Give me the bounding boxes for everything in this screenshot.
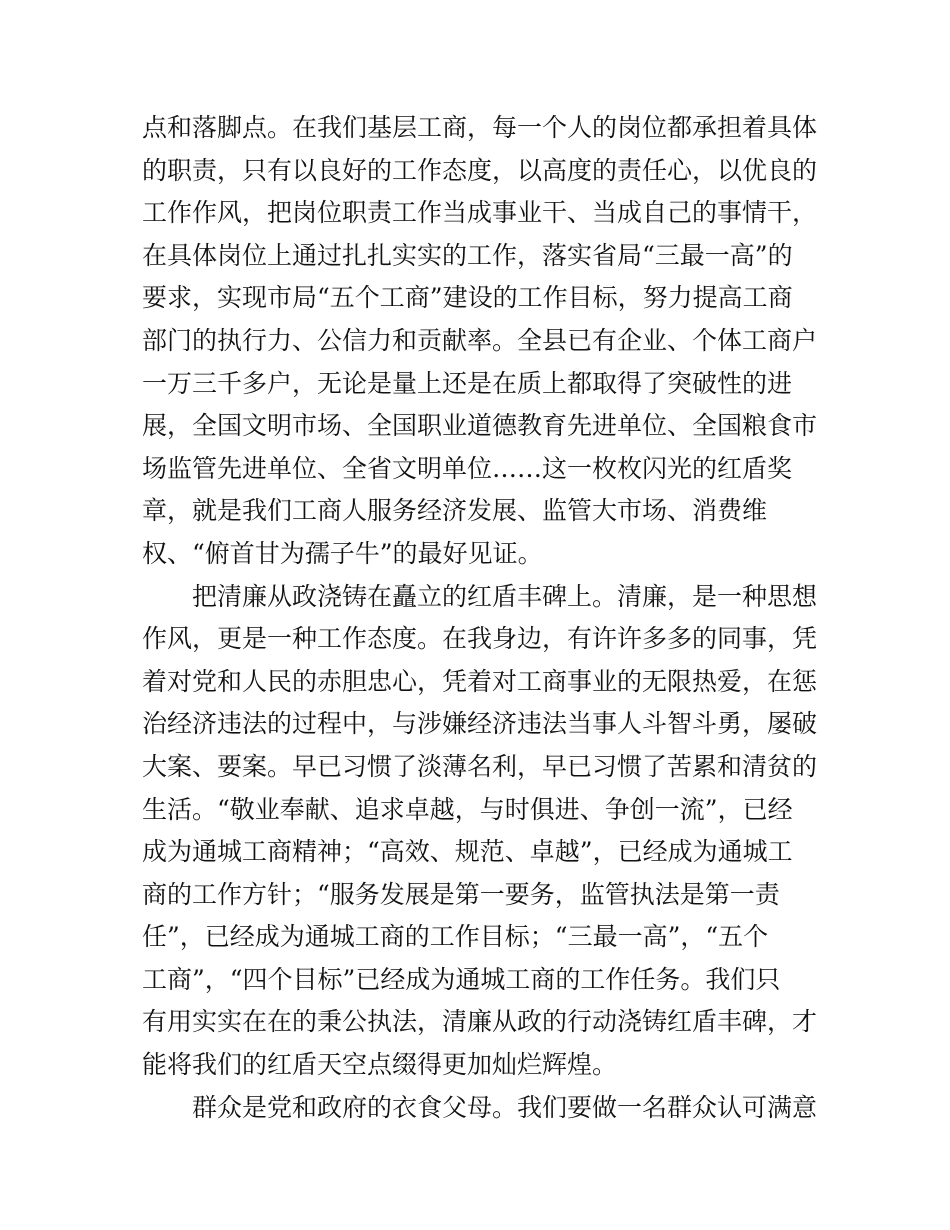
text-line: 展，全国文明市场、全国职业道德教育先进单位、全国粮食市 xyxy=(142,411,818,441)
text-line: 权、“俯首甘为孺子牛”的最好见证。 xyxy=(142,538,543,568)
text-line: 一万三千多户，无论是量上还是在质上都取得了突破性的进 xyxy=(142,368,793,398)
paragraph-start-line: 群众是党和政府的衣食父母。我们要做一名群众认可满意 xyxy=(192,1092,818,1122)
text-line: 商的工作方针；“服务发展是第一要务，监管执法是第一责 xyxy=(142,879,780,909)
text-line: 作风，更是一种工作态度。在我身边，有许许多多的同事，凭 xyxy=(142,624,818,654)
paragraph-start-line: 把清廉从政浇铸在矗立的红盾丰碑上。清廉，是一种思想 xyxy=(192,581,818,611)
text-line: 点和落脚点。在我们基层工商，每一个人的岗位都承担着具体 xyxy=(142,113,818,142)
text-line: 要求，实现市局“五个工商”建设的工作目标，努力提高工商 xyxy=(142,283,793,313)
text-line: 大案、要案。早已习惯了淡薄名利，早已习惯了苦累和清贫的 xyxy=(142,751,818,781)
text-line: 部门的执行力、公信力和贡献率。全县已有企业、个体工商户 xyxy=(142,325,818,355)
text-line: 成为通城工商精神；“高效、规范、卓越”，已经成为通城工 xyxy=(142,837,793,867)
text-line: 工作作风，把岗位职责工作当成事业干、当成自己的事情干， xyxy=(142,198,818,228)
text-line: 治经济违法的过程中，与涉嫌经济违法当事人斗智斗勇，屡破 xyxy=(142,709,818,739)
text-line: 的职责，只有以良好的工作态度，以高度的责任心，以优良的 xyxy=(142,155,818,185)
text-line: 任”，已经成为通城工商的工作目标；“三最一高”，“五个 xyxy=(142,922,769,952)
text-line: 着对党和人民的赤胆忠心，凭着对工商事业的无限热爱，在惩 xyxy=(142,666,818,696)
text-line: 在具体岗位上通过扎扎实实的工作，落实省局“三最一高”的 xyxy=(142,240,793,270)
text-line: 工商”，“四个目标”已经成为通城工商的工作任务。我们只 xyxy=(142,964,781,994)
text-line: 章，就是我们工商人服务经济发展、监管大市场、消费维 xyxy=(142,496,768,526)
text-line: 生活。“敬业奉献、追求卓越，与时俱进、争创一流”，已经 xyxy=(142,794,793,824)
text-line: 场监管先进单位、全省文明单位……这一枚枚闪光的红盾奖 xyxy=(142,453,793,483)
text-line: 有用实实在在的秉公执法，清廉从政的行动浇铸红盾丰碑，才 xyxy=(142,1007,818,1037)
text-line: 能将我们的红盾天空点缀得更加灿烂辉煌。 xyxy=(142,1050,618,1080)
document-body xyxy=(142,107,822,1129)
